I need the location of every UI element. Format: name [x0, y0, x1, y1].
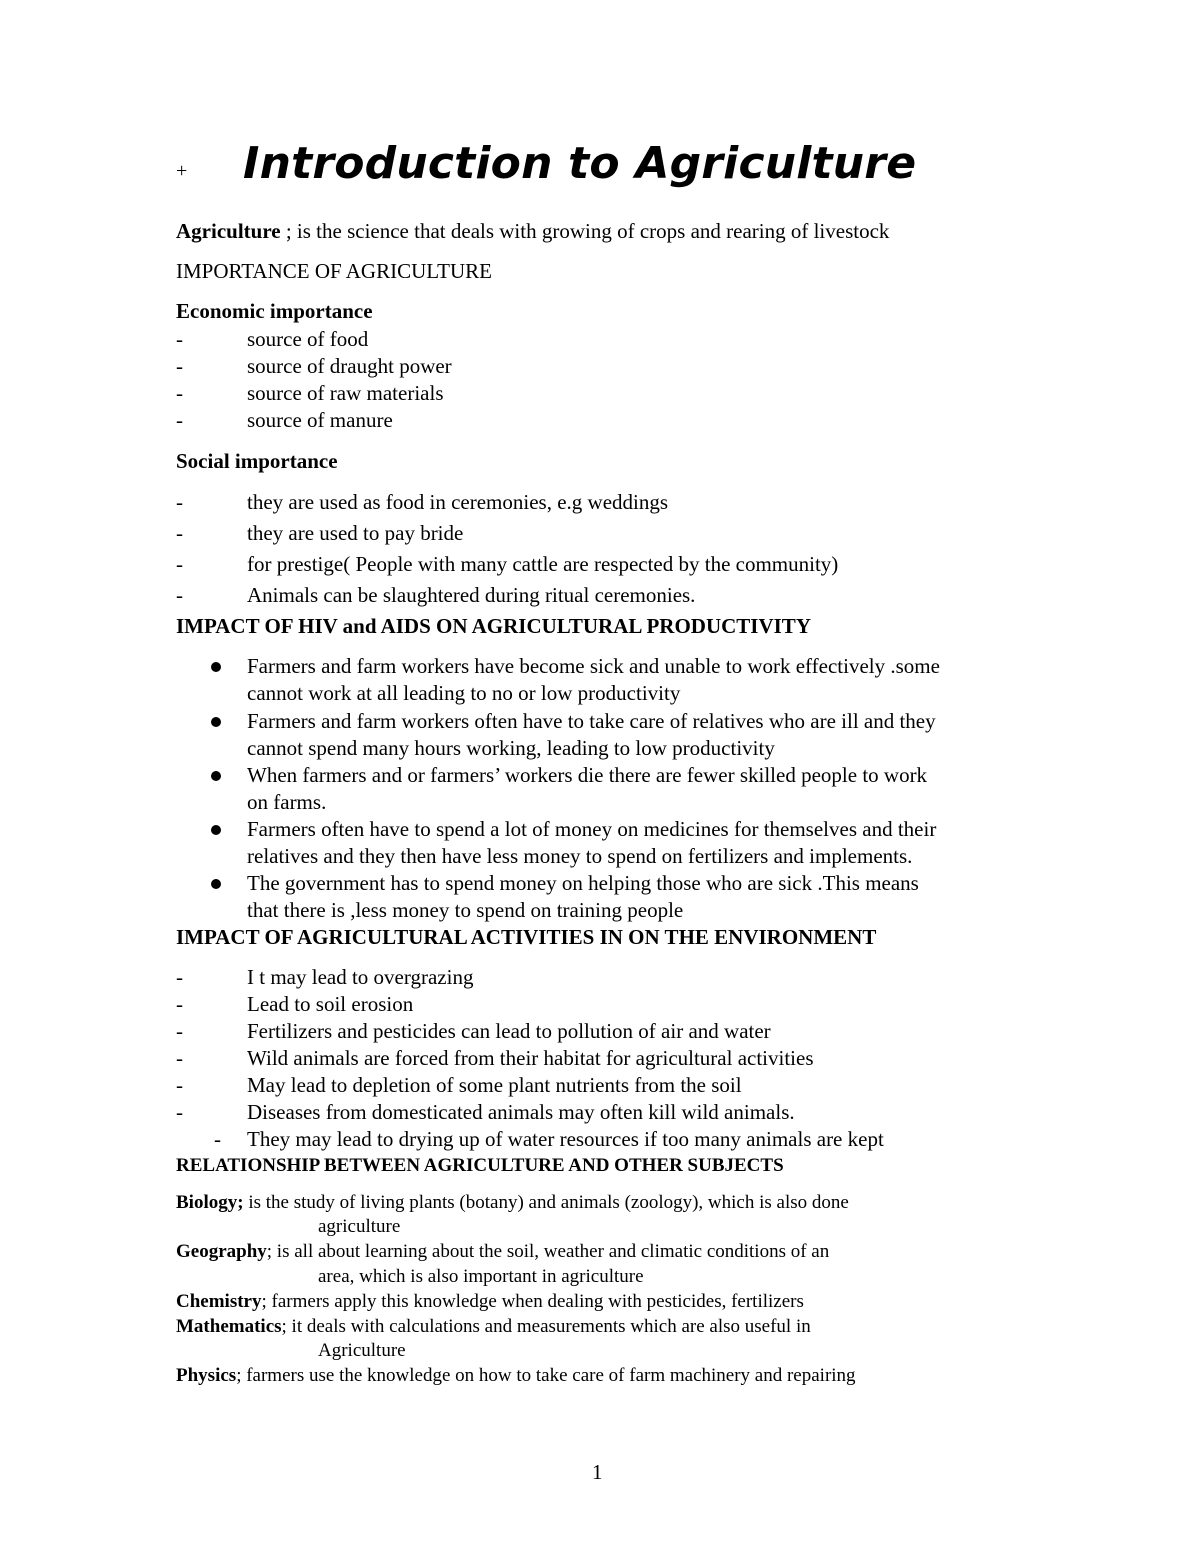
- list-dash: -: [214, 1127, 221, 1151]
- definition-line: [176, 219, 889, 244]
- title-marker: +: [176, 160, 188, 182]
- bullet-icon: [211, 771, 221, 781]
- list-dash: -: [176, 1073, 183, 1097]
- social-item: Animals can be slaughtered during ritual ceremonies.: [247, 583, 696, 607]
- bullet-icon: [211, 879, 221, 889]
- bullet-icon: [211, 662, 221, 672]
- definition-term: Agriculture: [176, 219, 281, 243]
- subject-name: Biology;: [176, 1192, 244, 1213]
- social-heading: Social importance: [176, 449, 338, 473]
- environment-item: Wild animals are forced from their habitat for agricultural activities: [247, 1046, 814, 1070]
- subject-name: Mathematics: [176, 1316, 282, 1337]
- subject-text: ; is all about learning about the soil, weather and climatic conditions of an: [266, 1241, 830, 1262]
- hiv-item-line2: on farms.: [247, 790, 327, 814]
- social-item: they are used as food in ceremonies, e.g weddings: [247, 490, 669, 514]
- economic-item: source of manure: [247, 408, 393, 432]
- hiv-item-line2: cannot work at all leading to no or low productivity: [247, 681, 681, 705]
- environment-heading: IMPACT OF AGRICULTURAL ACTIVITIES IN ON THE ENVIRONMENT: [176, 925, 877, 949]
- hiv-item-line1: Farmers and farm workers often have to take care of relatives who are ill and they: [247, 709, 936, 733]
- economic-item: source of food: [247, 327, 369, 351]
- economic-item: source of raw materials: [247, 381, 444, 405]
- subject-line: [176, 1291, 804, 1313]
- list-dash: -: [176, 327, 183, 351]
- environment-item: Lead to soil erosion: [247, 992, 414, 1016]
- social-item: for prestige( People with many cattle are respected by the community): [247, 552, 839, 576]
- environment-item: I t may lead to overgrazing: [247, 965, 474, 989]
- hiv-item-line1: Farmers often have to spend a lot of money on medicines for themselves and their: [247, 817, 937, 841]
- hiv-item-line1: Farmers and farm workers have become sick and unable to work effectively .some: [247, 654, 940, 678]
- subject-line: [176, 1192, 849, 1214]
- bullet-icon: [211, 825, 221, 835]
- hiv-heading: IMPACT OF HIV and AIDS ON AGRICULTURAL PRODUCTIVITY: [176, 614, 811, 638]
- list-dash: -: [176, 490, 183, 514]
- list-dash: -: [176, 965, 183, 989]
- economic-heading: Economic importance: [176, 299, 373, 323]
- environment-item: May lead to depletion of some plant nutrients from the soil: [247, 1073, 742, 1097]
- subject-continuation: area, which is also important in agriculture: [318, 1266, 644, 1287]
- hiv-item-line1: The government has to spend money on helping those who are sick .This means: [247, 871, 919, 895]
- bullet-icon: [211, 717, 221, 727]
- subject-text: ; farmers use the knowledge on how to take care of farm machinery and repairing: [236, 1365, 856, 1386]
- list-dash: -: [176, 381, 183, 405]
- hiv-item-line1: When farmers and or farmers’ workers die there are fewer skilled people to work: [247, 763, 928, 787]
- list-dash: -: [176, 354, 183, 378]
- environment-item: Diseases from domesticated animals may often kill wild animals.: [247, 1100, 795, 1124]
- list-dash: -: [176, 521, 183, 545]
- importance-heading: IMPORTANCE OF AGRICULTURE: [176, 259, 492, 283]
- list-dash: -: [176, 1046, 183, 1070]
- list-dash: -: [176, 408, 183, 432]
- subject-name: Physics: [176, 1365, 237, 1386]
- subject-line: [176, 1365, 856, 1387]
- environment-item: They may lead to drying up of water resources if too many animals are kept: [247, 1127, 884, 1151]
- subject-line: [176, 1241, 829, 1263]
- hiv-item-line2: cannot spend many hours working, leading to low productivity: [247, 736, 775, 760]
- subject-continuation: Agriculture: [318, 1340, 406, 1361]
- list-dash: -: [176, 992, 183, 1016]
- definition-text: ; is the science that deals with growing of crops and rearing of livestock: [280, 219, 890, 243]
- subject-text: is the study of living plants (botany) and animals (zoology), which is also done: [243, 1192, 849, 1213]
- subject-text: ; farmers apply this knowledge when dealing with pesticides, fertilizers: [261, 1291, 804, 1312]
- list-dash: -: [176, 583, 183, 607]
- hiv-item-line2: relatives and they then have less money to spend on fertilizers and implements.: [247, 844, 913, 868]
- hiv-item-line2: that there is ,less money to spend on training people: [247, 898, 684, 922]
- subject-name: Geography: [176, 1241, 267, 1262]
- subject-name: Chemistry: [176, 1291, 262, 1312]
- environment-item: Fertilizers and pesticides can lead to pollution of air and water: [247, 1019, 771, 1043]
- subject-line: [176, 1316, 811, 1338]
- list-dash: -: [176, 1100, 183, 1124]
- list-dash: -: [176, 1019, 183, 1043]
- list-dash: -: [176, 552, 183, 576]
- page-title: Introduction to Agriculture: [243, 138, 917, 189]
- subject-continuation: agriculture: [318, 1216, 401, 1237]
- social-item: they are used to pay bride: [247, 521, 464, 545]
- page-number: 1: [592, 1460, 603, 1484]
- relationship-heading: RELATIONSHIP BETWEEN AGRICULTURE AND OTHER SUBJECTS: [176, 1155, 784, 1176]
- subject-text: ; it deals with calculations and measurements which are also useful in: [281, 1316, 811, 1337]
- economic-item: source of draught power: [247, 354, 452, 378]
